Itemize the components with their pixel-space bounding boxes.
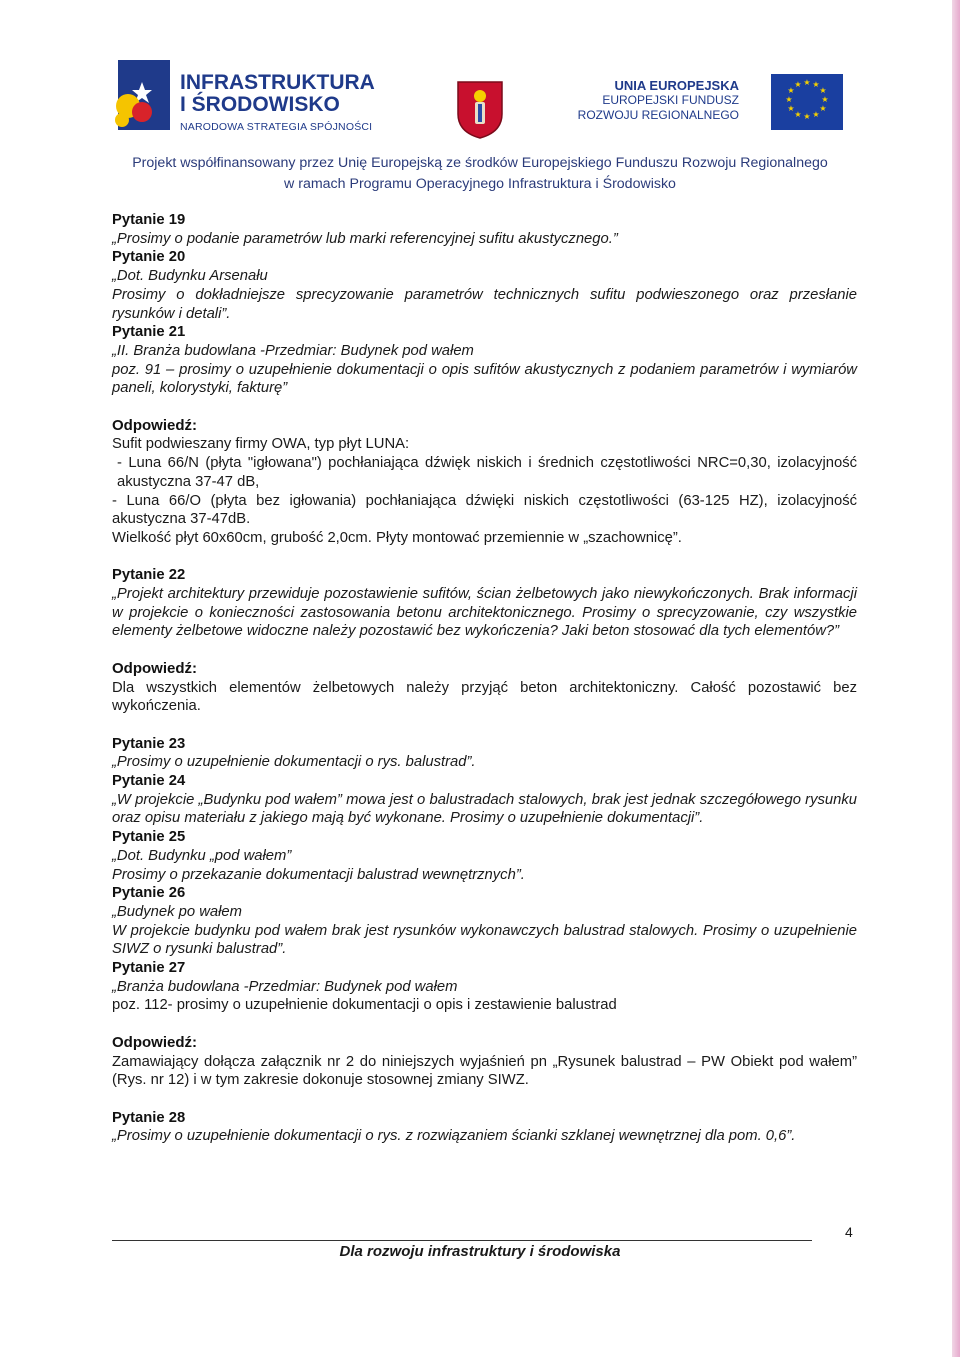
eu-line1: UNIA EUROPEJSKA (614, 78, 739, 93)
answer-3-text: Zamawiający dołącza załącznik nr 2 do niniejszych wyjaśnień pn „Rysunek balustrad – PW Obiekt pod wałem” (Rys. nr 12) i w tym zakresie dokonuje stosownej zmiany SIWZ. (112, 1053, 857, 1089)
question-23-text: „Prosimy o uzupełnienie dokumentacji o rys. balustrad”. (112, 754, 476, 771)
svg-text:★: ★ (803, 78, 811, 87)
question-20-line2: Prosimy o dokładniejsze sprecyzowanie parametrów technicznych sufitu podwieszonego oraz przesłanie rysunków i detali”. (112, 286, 857, 322)
question-25-line2: Prosimy o przekazanie dokumentacji balustrad wewnętrznych”. (112, 866, 525, 883)
project-line-1: Projekt współfinansowany przez Unię Europejską ze środków Europejskiego Funduszu Rozwoju Regionalnego (132, 155, 828, 171)
brand-line2: I ŚRODOWISKO (180, 93, 340, 116)
question-22-title: Pytanie 22 (112, 567, 186, 584)
project-line-2: w ramach Programu Operacyjnego Infrastruktura i Środowisko (284, 176, 676, 192)
question-27-line1: „Branża budowlana -Przedmiar: Budynek pod wałem (112, 978, 458, 995)
svg-text:★: ★ (787, 86, 795, 95)
question-27-line2: poz. 112- prosimy o uzupełnienie dokumentacji o opis i zestawienie balustrad (112, 997, 617, 1014)
answer-1-line2: - Luna 66/N (płyta "igłowana") pochłaniająca dźwięk niskich i średnich częstotliwości NRC=0,30, izolacyjność akustyczna 37-47 dB, (117, 455, 857, 490)
footer-rule (112, 1240, 812, 1241)
question-24-text: „W projekcie „Budynku pod wałem” mowa jest o balustradach stalowych, brak jest jednak szczegółowego rysunku oraz opisu materiału z jakiego mają być wykonane. Prosimy o uzupełnienie dokumentacji”. (112, 791, 857, 827)
eu-flag-icon (771, 74, 843, 130)
question-20-line1: „Dot. Budynku Arsenału (112, 268, 268, 285)
page-number: 4 (845, 1224, 853, 1240)
svg-text:★: ★ (819, 104, 827, 113)
question-27-title: Pytanie 27 (112, 960, 186, 977)
brand-line1: INFRASTRUKTURA (180, 71, 375, 94)
answer-2-title: Odpowiedź: (112, 659, 197, 677)
infrastruktura-star-logo-icon (112, 60, 172, 134)
question-19-title: Pytanie 19 (112, 212, 186, 228)
eu-text (578, 78, 739, 123)
eu-line3: ROZWOJU REGIONALNEGO (577, 108, 739, 122)
svg-text:★: ★ (785, 95, 793, 104)
question-26-line2: W projekcie budynku pod wałem brak jest rysunków wykonawczych balustrad stalowych. Prosimy o uzupełnienie SIWZ o rysunki balustrad”. (112, 922, 857, 958)
footer-text: Dla rozwoju infrastruktury i środowiska (339, 1243, 621, 1260)
question-25-line1: „Dot. Budynku „pod wałem” (112, 847, 292, 864)
svg-text:★: ★ (803, 112, 811, 121)
answer-1-line1: Sufit podwieszany firmy OWA, typ płyt LUNA: (112, 436, 410, 453)
svg-text:★: ★ (794, 80, 802, 89)
page-edge-strip (952, 0, 960, 1357)
svg-text:★: ★ (812, 80, 820, 89)
svg-text:★: ★ (821, 95, 829, 104)
brand-subtitle: NARODOWA STRATEGIA SPÓJNOŚCI (180, 121, 373, 133)
document-header (112, 60, 847, 140)
answer-1-line4: Wielkość płyt 60x60cm, grubość 2,0cm. Płyty montować przemiennie w „szachownicę”. (112, 529, 682, 546)
city-coat-of-arms-icon (456, 80, 504, 140)
question-21-title: Pytanie 21 (112, 324, 186, 341)
document-body (112, 211, 857, 1146)
question-28-text: „Prosimy o uzupełnienie dokumentacji o rys. z rozwiązaniem ścianki szklanej wewnętrznej dla pom. 0,6”. (112, 1128, 796, 1145)
question-22-text: „Projekt architektury przewiduje pozostawienie sufitów, ścian żelbetowych jako niewykończonych. Brak informacji w projekcie o konieczności zastosowania betonu architektonicznego. Prosimy o sprecyzowanie, czy wszystkie elementy żelbetowe widoczne należy pozostawić bez wykończenia? Jaki beton stosować dla tych elementów?” (112, 586, 857, 640)
brand-title (180, 72, 440, 116)
question-23-title: Pytanie 23 (112, 735, 186, 752)
question-25-title: Pytanie 25 (112, 829, 186, 846)
question-19-text: „Prosimy o podanie parametrów lub marki referencyjnej sufitu akustycznego.” (112, 230, 618, 247)
svg-text:★: ★ (787, 104, 795, 113)
question-21-line1: „II. Branża budowlana -Przedmiar: Budynek pod wałem (112, 342, 474, 359)
answer-3-title: Odpowiedź: (112, 1033, 197, 1051)
answer-1-line3: - Luna 66/O (płyta bez igłowania) pochłaniająca dźwięki niskich częstotliwości (63-125 HZ), izolacyjność akustyczna 37-47dB. (112, 492, 857, 528)
question-24-title: Pytanie 24 (112, 773, 186, 790)
svg-text:★: ★ (819, 86, 827, 95)
eu-line2: EUROPEJSKI FUNDUSZ (602, 93, 739, 107)
svg-text:★: ★ (794, 110, 802, 119)
question-26-line1: „Budynek po wałem (112, 903, 242, 920)
svg-text:★: ★ (812, 110, 820, 119)
answer-2-text: Dla wszystkich elementów żelbetowych należy przyjąć beton architektoniczny. Całość pozostawić bez wykończenia. (112, 679, 857, 715)
answer-1-title: Odpowiedź: (112, 416, 197, 434)
question-21-line2: poz. 91 – prosimy o uzupełnienie dokumentacji o opis sufitów akustycznych z podaniem parametrów i wymiarów paneli, kolorystyki, fakturę” (112, 361, 857, 397)
question-28-title: Pytanie 28 (112, 1109, 186, 1126)
question-26-title: Pytanie 26 (112, 885, 186, 902)
question-20-title: Pytanie 20 (112, 249, 186, 266)
